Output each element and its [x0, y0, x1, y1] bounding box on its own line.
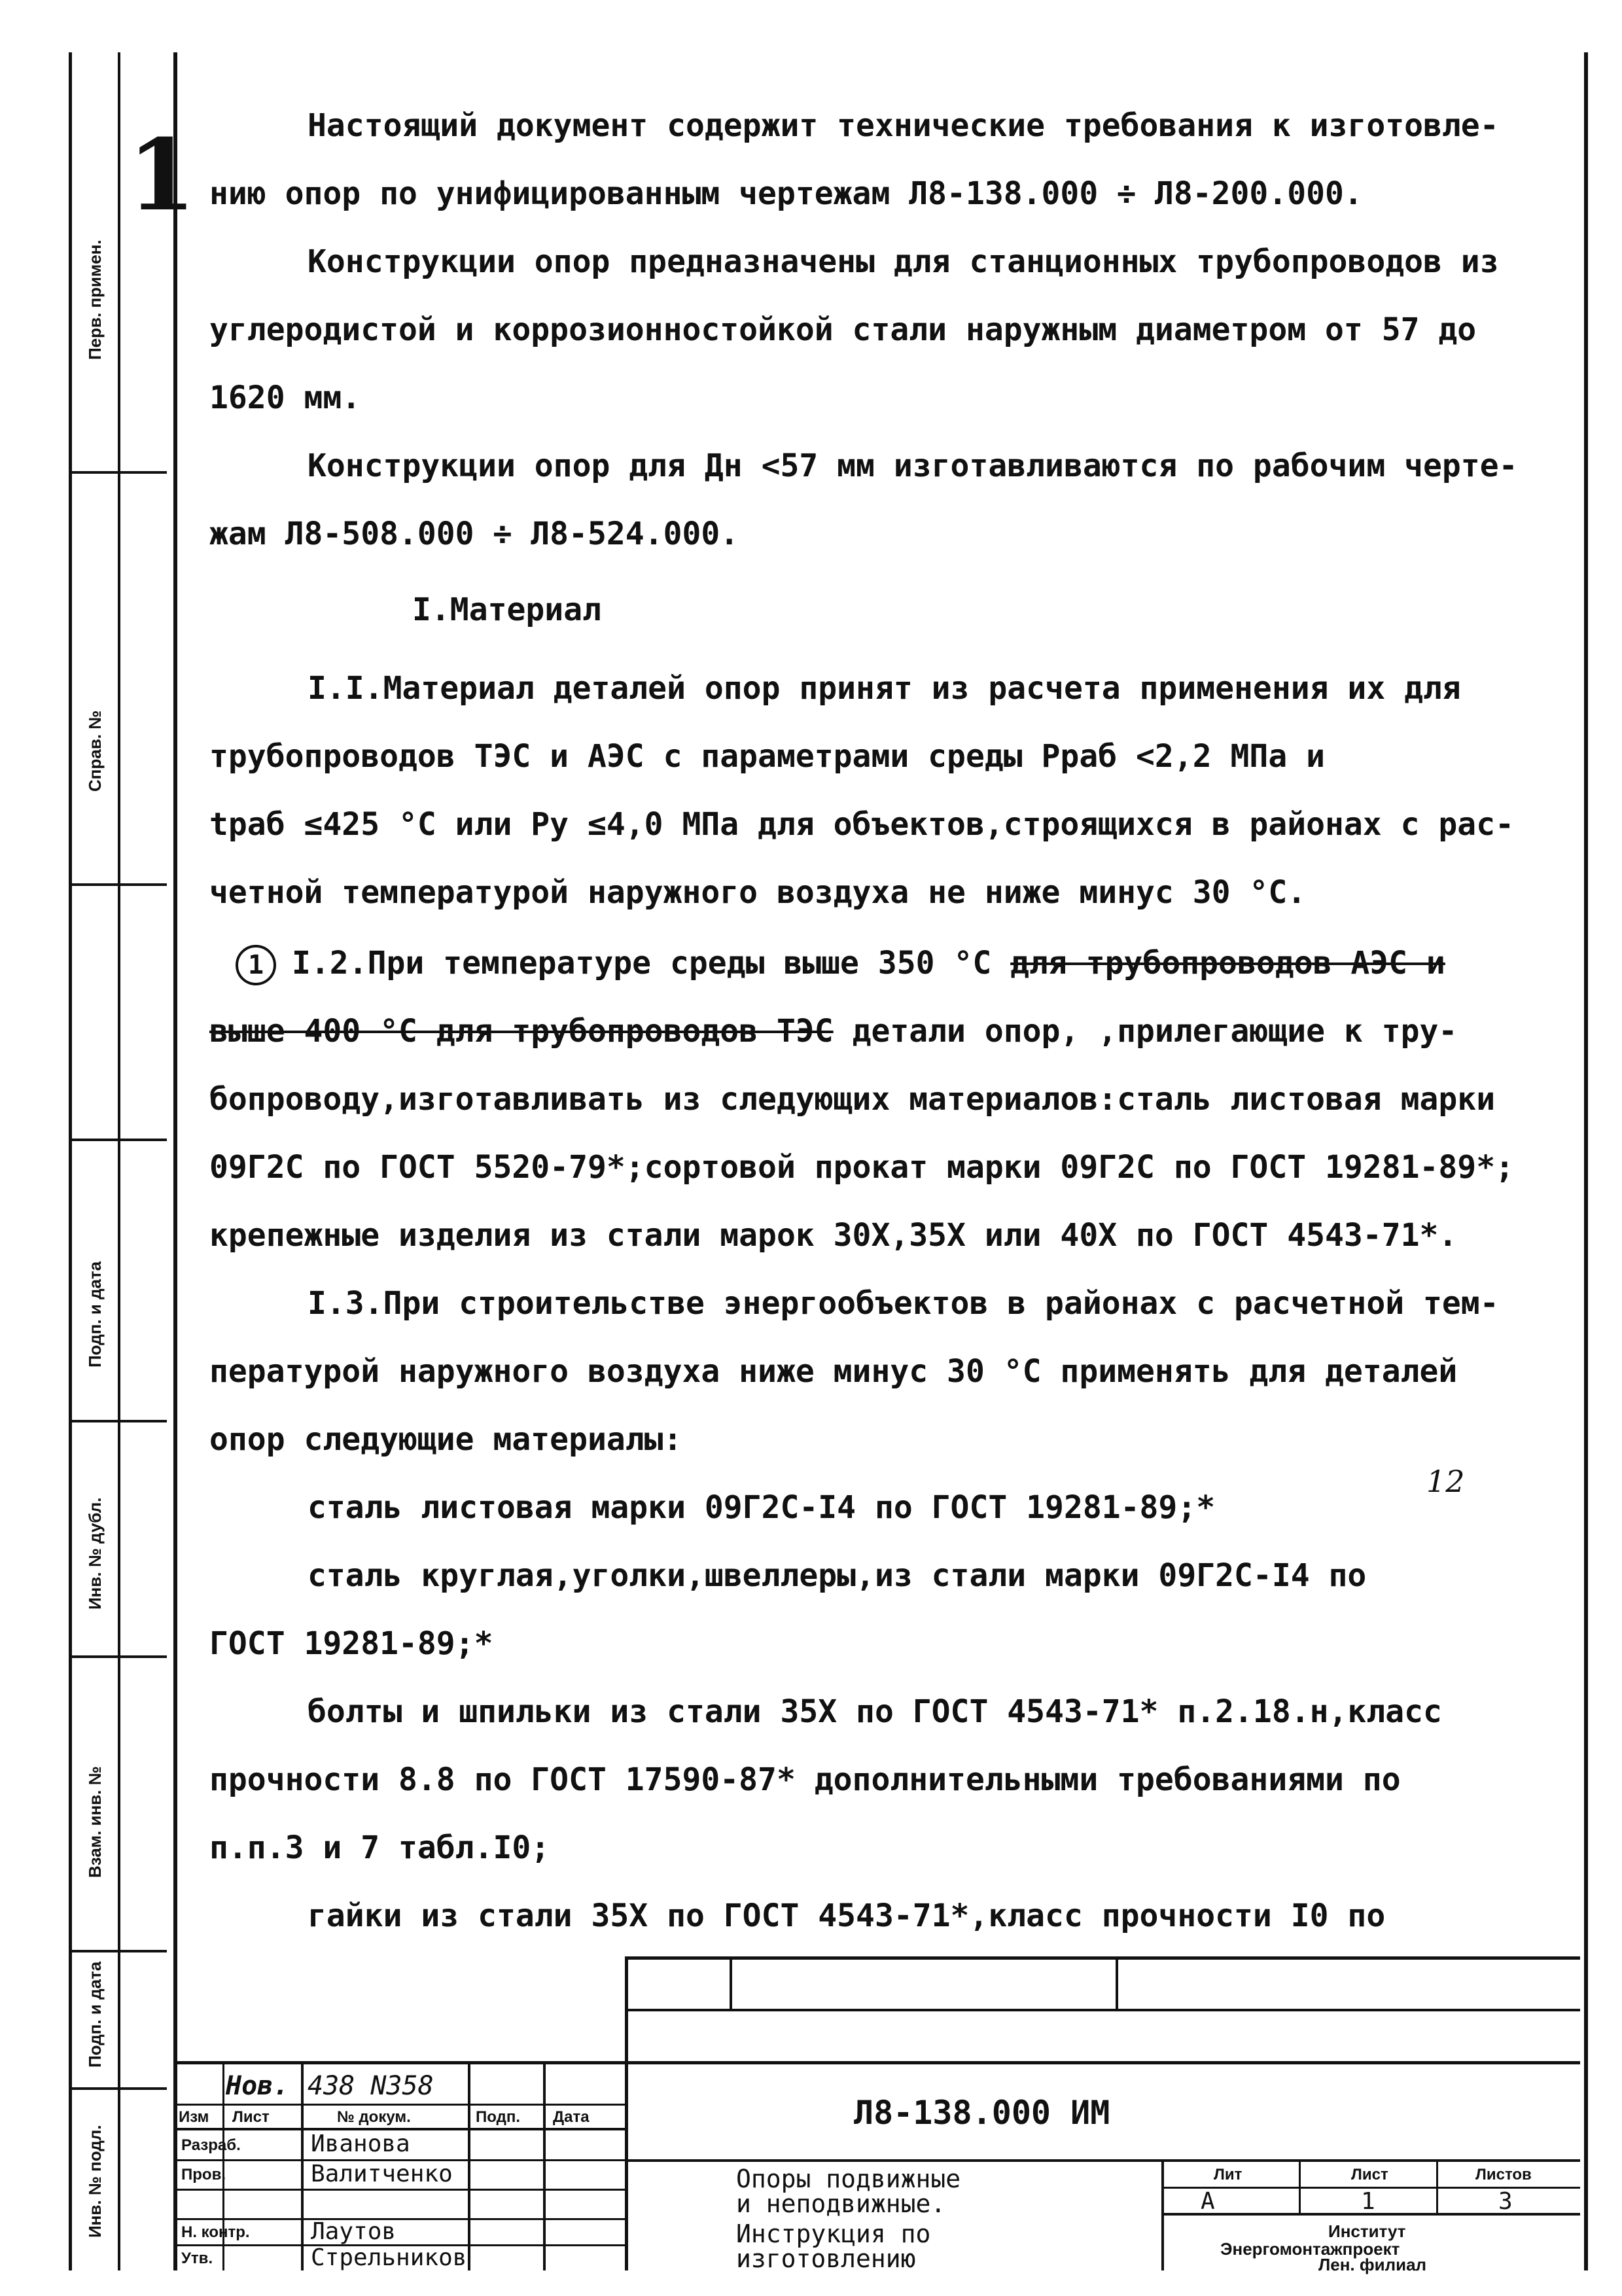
- sheet-label: Лист: [1351, 2166, 1388, 2183]
- clause-1-2-line-3: бопроводу,изготавливать из следующих материалов:сталь листовая марки: [209, 1081, 1496, 1118]
- clause-1-2-strike-1: для трубопроводов АЭС и: [1010, 945, 1445, 981]
- margin-label-dup-inv: Инв. № дубл.: [85, 1497, 105, 1610]
- revision-sheet: Нов.: [226, 2071, 289, 2101]
- clause-1-1-line-1: I.I.Материал деталей опор принят из расчета применения их для: [308, 670, 1461, 707]
- material-item-3-line-1: болты и шпильки из стали 35Х по ГОСТ 4543-71* п.2.18.н,класс: [308, 1693, 1442, 1730]
- name-approver: Стрельников: [311, 2244, 467, 2271]
- revision-doc-no: 438 N358: [308, 2071, 434, 2101]
- org-line-1: Институт: [1328, 2221, 1406, 2241]
- name-checker: Валитченко: [311, 2161, 453, 2187]
- material-item-2-line-1: сталь круглая,уголки,швеллеры,из стали марки 09Г2С-I4 по: [308, 1557, 1367, 1594]
- clause-1-2-strike-2: выше 400 °С для трубопроводов ТЭС: [209, 1013, 834, 1050]
- org-line-2: Энергомонтажпроект: [1220, 2239, 1400, 2259]
- header-list: Лист: [232, 2108, 270, 2126]
- margin-label-orig-inv: Инв. № подл.: [85, 2125, 105, 2238]
- org-line-3: Лен. филиал: [1318, 2255, 1427, 2274]
- clause-1-2-rest: детали опор, ,прилегающие к тру-: [852, 1013, 1458, 1050]
- small-dn-line-2: жам Л8-508.000 ÷ Л8-524.000.: [209, 516, 739, 552]
- margin-label-first-use: Перв. примен.: [85, 239, 105, 360]
- document-body: [209, 92, 1557, 1950]
- doc-title-line-2: и неподвижные.: [736, 2189, 946, 2218]
- change-note-mark: 1: [236, 945, 276, 985]
- margin-label-sign-date-1: Подп. и дата: [85, 1261, 105, 1368]
- sheets-value: 3: [1498, 2188, 1513, 2215]
- name-developer: Иванова: [311, 2130, 410, 2157]
- purpose-line-1: Конструкции опор предназначены для станционных трубопроводов из: [308, 243, 1499, 280]
- lit-value: А: [1201, 2188, 1215, 2215]
- clause-1-2-line-5: крепежные изделия из стали марок 30Х,35Х или 40Х по ГОСТ 4543-71*.: [209, 1217, 1458, 1254]
- material-item-2-line-2: ГОСТ 19281-89;*: [209, 1625, 493, 1662]
- margin-label-sign-date-2: Подп. и дата: [85, 1961, 105, 2068]
- section-title: I.Материал: [412, 592, 601, 628]
- document-designation: Л8-138.000 ИМ: [854, 2094, 1110, 2132]
- header-izm: Изм: [179, 2108, 209, 2126]
- role-checker: Пров.: [181, 2166, 226, 2183]
- doc-title-line-4: изготовлению: [736, 2244, 916, 2273]
- material-item-3-line-2: прочности 8.8 по ГОСТ 17590-87* дополнительными требованиями по: [209, 1761, 1401, 1798]
- intro-line-1: Настоящий документ содержит технические требования к изготовле-: [308, 107, 1499, 144]
- purpose-line-2: углеродистой и коррозионностойкой стали наружным диаметром от 57 до: [209, 311, 1477, 348]
- doc-title-line-3: Инструкция по: [736, 2219, 931, 2248]
- margin-label-ref-no: Справ. №: [85, 710, 105, 792]
- role-developer: Разраб.: [181, 2136, 241, 2154]
- header-podp: Подп.: [476, 2108, 520, 2126]
- sheets-label: Листов: [1475, 2166, 1532, 2183]
- intro-line-2: нию опор по унифицированным чертежам Л8-138.000 ÷ Л8-200.000.: [209, 175, 1363, 212]
- title-block: [173, 1956, 1580, 2274]
- role-norm-control: Н. контр.: [181, 2223, 250, 2241]
- clause-1-2-start: I.2.При температуре среды выше 350 °С: [292, 945, 992, 981]
- clause-1-1-line-3: tраб ≤425 °С или Ру ≤4,0 МПа для объектов,строящихся в районах с рас-: [209, 806, 1514, 843]
- clause-1-3-line-3: опор следующие материалы:: [209, 1421, 682, 1458]
- role-approver: Утв.: [181, 2250, 213, 2267]
- handwritten-sheet-mark: 1: [128, 118, 196, 233]
- material-item-4: гайки из стали 35Х по ГОСТ 4543-71*,класс прочности I0 по: [308, 1898, 1386, 1934]
- handwritten-note: 12: [1426, 1464, 1465, 1499]
- clause-1-3-line-2: пературой наружного воздуха ниже минус 30 °С применять для деталей: [209, 1353, 1458, 1390]
- material-item-1: сталь листовая марки 09Г2С-I4 по ГОСТ 19281-89;* 12: [209, 1474, 1622, 1542]
- purpose-line-3: 1620 мм.: [209, 380, 361, 416]
- clause-1-3-line-1: I.3.При строительстве энергообъектов в районах с расчетной тем-: [308, 1285, 1499, 1322]
- small-dn-line-1: Конструкции опор для Дн <57 мм изготавливаются по рабочим черте-: [308, 448, 1518, 484]
- name-norm-control: Лаутов: [311, 2218, 397, 2245]
- header-doc: № докум.: [337, 2108, 411, 2126]
- margin-label-repl-inv: Взам. инв. №: [85, 1766, 105, 1878]
- clause-1-2-line-2: [209, 997, 1557, 1065]
- sheet-value: 1: [1361, 2188, 1375, 2215]
- margin-stripe: [69, 52, 173, 2270]
- lit-label: Лит: [1214, 2166, 1243, 2183]
- clause-1-2-line-4: 09Г2С по ГОСТ 5520-79*;сортовой прокат марки 09Г2С по ГОСТ 19281-89*;: [209, 1149, 1514, 1186]
- header-date: Дата: [553, 2108, 590, 2126]
- clause-1-2-line-1: [209, 929, 1583, 997]
- material-item-3-line-3: п.п.3 и 7 табл.I0;: [209, 1829, 550, 1866]
- clause-1-1-line-4: четной температурой наружного воздуха не ниже минус 30 °С.: [209, 874, 1307, 911]
- clause-1-1-line-2: трубопроводов ТЭС и АЭС с параметрами среды Рраб <2,2 МПа и: [209, 738, 1326, 775]
- doc-title-line-1: Опоры подвижные: [736, 2164, 961, 2193]
